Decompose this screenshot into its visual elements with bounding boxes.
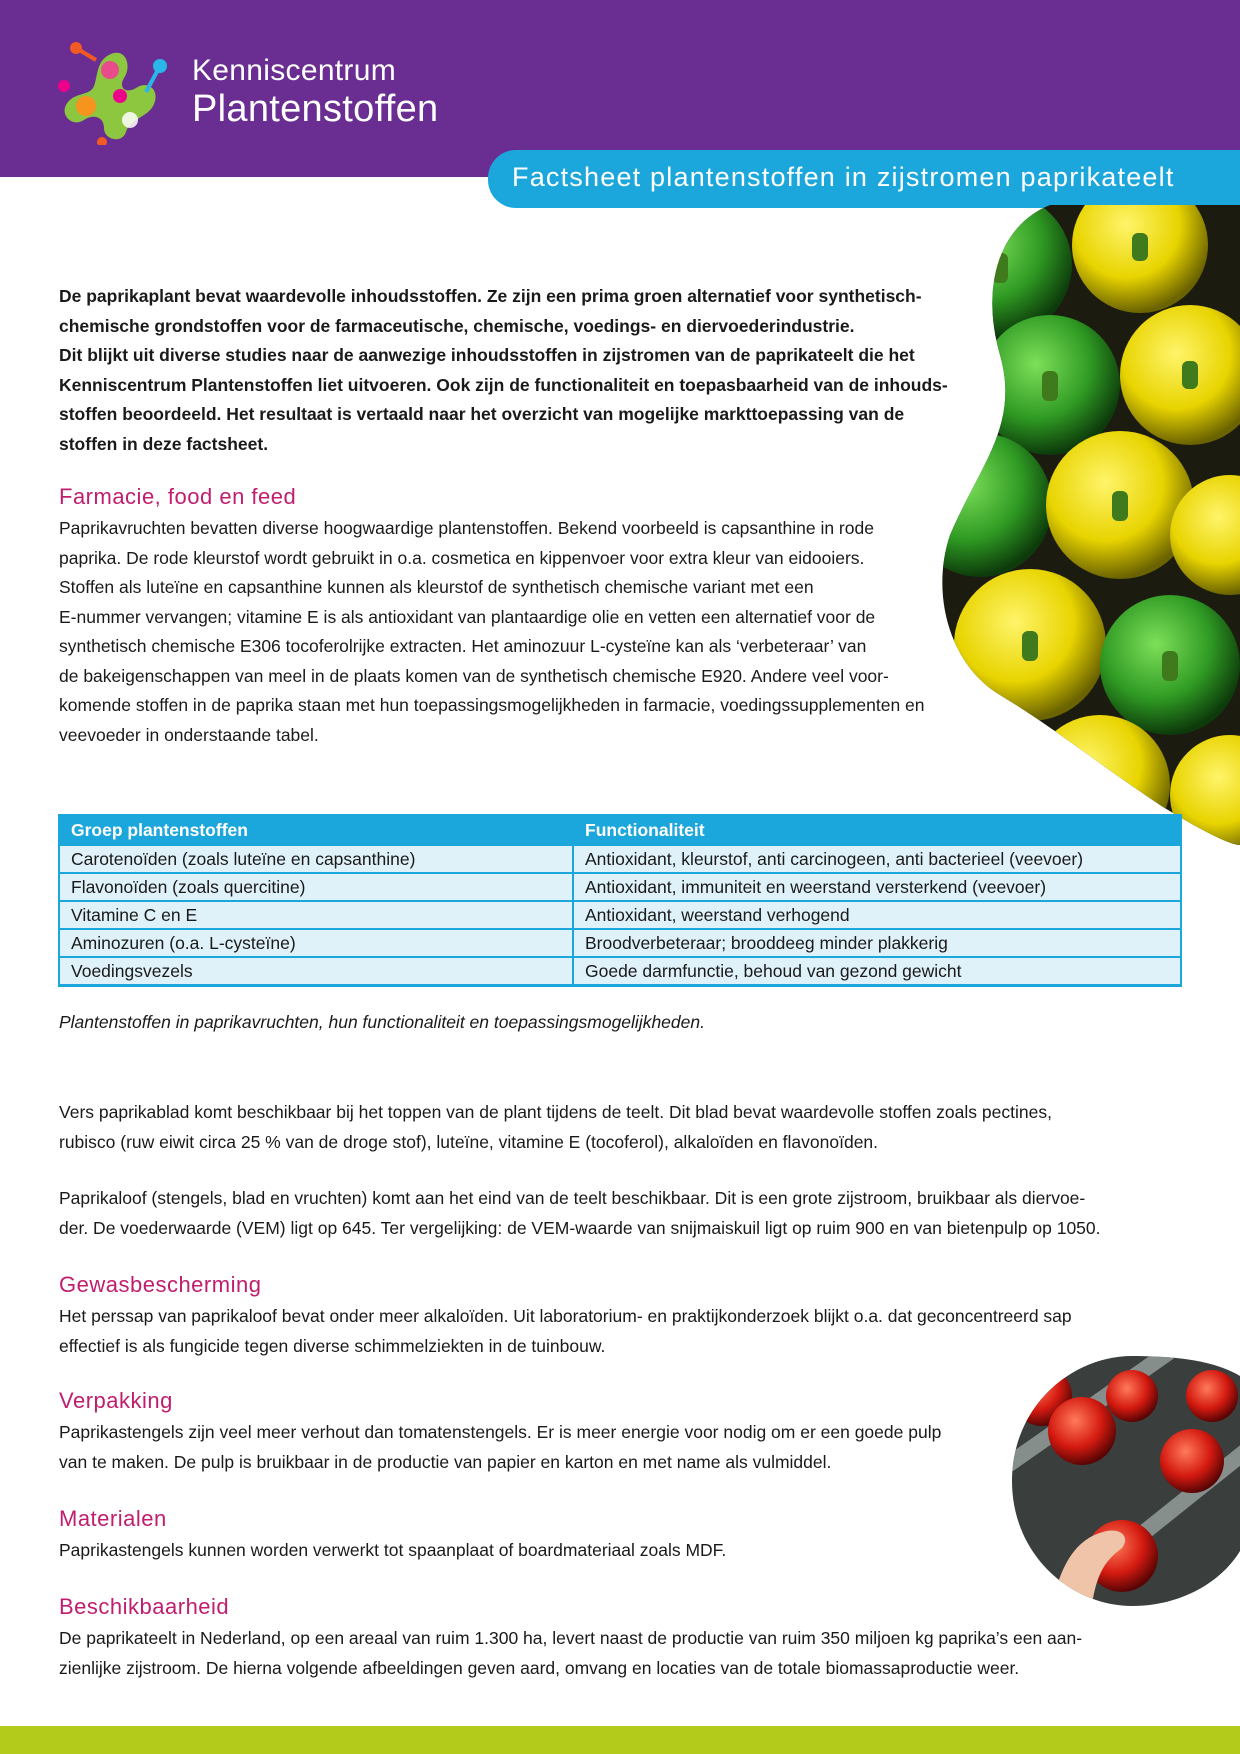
table-cell: Broodverbeteraar; brooddeeg minder plakkerig [573, 929, 1181, 957]
red-peppers-photo [1012, 1356, 1240, 1606]
footer-bar [0, 1726, 1240, 1754]
text-line: Paprikavruchten bevatten diverse hoogwaardige plantenstoffen. Bekend voorbeeld is capsanthine in rode [59, 518, 874, 538]
text-line: Stoffen als luteïne en capsanthine kunnen als kleurstof de synthetisch chemische variant met een [59, 577, 814, 597]
column-header: Groep plantenstoffen [59, 815, 573, 845]
table-cell: Carotenoïden (zoals luteïne en capsanthine) [59, 845, 573, 873]
text-line: Vers paprikablad komt beschikbaar bij het toppen van de plant tijdens de teelt. Dit blad bevat waardevolle stoffen zoals pectines, [59, 1102, 1052, 1122]
text-line: stoffen in deze factsheet. [59, 433, 269, 454]
heading-farmacie: Farmacie, food en feed [59, 484, 297, 509]
brand-line-1: Kenniscentrum [192, 54, 396, 87]
heading-materialen: Materialen [59, 1506, 167, 1531]
column-header: Functionaliteit [573, 815, 1181, 845]
materialen-text [59, 1536, 1159, 1566]
intro-text [59, 282, 1039, 459]
table-row [59, 957, 1181, 986]
text-line: paprika. De rode kleurstof wordt gebruikt in o.a. cosmetica en kippenvoer voor extra kleur van eidooiers. [59, 547, 865, 568]
table-cell: Aminozuren (o.a. L-cysteïne) [59, 929, 573, 957]
text-line: Dit blijkt uit diverse studies naar de aanwezige inhoudsstoffen in zijstromen van de paprikateelt die het [59, 345, 915, 365]
factsheet-title-banner [488, 150, 1240, 208]
text-line: De paprikaplant bevat waardevolle inhoudsstoffen. Ze zijn een prima groen alternatief voor synthetisch- [59, 286, 922, 306]
heading-beschikbaarheid: Beschikbaarheid [59, 1594, 230, 1619]
text-line: van te maken. De pulp is bruikbaar in de productie van papier en karton en met name als vulmiddel. [59, 1451, 832, 1472]
text-line: Paprikastengels zijn veel meer verhout dan tomatenstengels. Er is meer energie voor nodig om er een goede pulp [59, 1422, 942, 1442]
table-row [59, 901, 1181, 929]
table-cell: Voedingsvezels [59, 957, 573, 986]
table-row [59, 929, 1181, 957]
farmacie-text [59, 514, 1159, 750]
verpakking-text [59, 1418, 1159, 1477]
table-cell: Flavonoïden (zoals quercitine) [59, 873, 573, 901]
beschikbaarheid-text [59, 1624, 1159, 1683]
table-caption: Plantenstoffen in paprikavruchten, hun functionaliteit en toepassingsmogelijkheden. [59, 1012, 705, 1032]
text-line: stoffen beoordeeld. Het resultaat is vertaald naar het overzicht van mogelijke markttoepassing van de [59, 404, 905, 424]
table-row [59, 873, 1181, 901]
text-line: veevoeder in onderstaande tabel. [59, 724, 319, 745]
text-line: synthetisch chemische E306 tocoferolrijke extracten. Het aminozuur L-cysteïne kan als ‘verbeteraar’ van [59, 636, 867, 656]
gewas-text [59, 1302, 1159, 1361]
table-cell: Antioxidant, immuniteit en weerstand versterkend (veevoer) [573, 873, 1181, 901]
table-header-row [59, 815, 1181, 845]
brand-line-2: Plantenstoffen [192, 88, 439, 130]
blad-text [59, 1098, 1159, 1157]
text-line: Het perssap van paprikaloof bevat onder meer alkaloïden. Uit laboratorium- en praktijkonderzoek blijkt o.a. dat geconcentreerd sap [59, 1306, 1072, 1326]
heading-verpakking: Verpakking [59, 1388, 173, 1413]
table-cell: Vitamine C en E [59, 901, 573, 929]
text-line: der. De voederwaarde (VEM) ligt op 645. Ter vergelijking: de VEM-waarde van snijmaiskuil ligt op ruim 900 en van bietenpulp op 1050. [59, 1217, 1101, 1238]
table-cell: Goede darmfunctie, behoud van gezond gewicht [573, 957, 1181, 986]
text-line: rubisco (ruw eiwit circa 25 % van de droge stof), luteïne, vitamine E (tocoferol), alkaloïden en flavonoïden. [59, 1131, 879, 1152]
text-line: effectief is als fungicide tegen diverse schimmelziekten in de tuinbouw. [59, 1335, 606, 1356]
brand-name [192, 54, 438, 130]
loof-text [59, 1184, 1159, 1243]
text-line: de bakeigenschappen van meel in de plaats komen van de synthetisch chemische E920. Andere veel voor- [59, 665, 889, 686]
table-cell: Antioxidant, weerstand verhogend [573, 901, 1181, 929]
text-line: zienlijke zijstroom. De hierna volgende afbeeldingen geven aard, omvang en locaties van de totale biomassaproductie weer. [59, 1657, 1020, 1678]
table-cell: Antioxidant, kleurstof, anti carcinogeen, anti bacterieel (veevoer) [573, 845, 1181, 873]
text-line: E-nummer vervangen; vitamine E is als antioxidant van plantaardige olie en vetten een alternatief voor de [59, 606, 876, 627]
table-row [59, 845, 1181, 873]
text-line: komende stoffen in de paprika staan met hun toepassingsmogelijkheden in farmacie, voedingssupplementen en [59, 695, 925, 715]
text-line: Paprikastengels kunnen worden verwerkt tot spaanplaat of boardmateriaal zoals MDF. [59, 1540, 727, 1560]
factsheet-title: Factsheet plantenstoffen in zijstromen paprikateelt [512, 162, 1175, 192]
plantenstoffen-table [58, 814, 1182, 987]
text-line: Paprikaloof (stengels, blad en vruchten) komt aan het eind van de teelt beschikbaar. Dit is een grote zijstroom, bruikbaar als diervoe- [59, 1188, 1086, 1208]
text-line: Kenniscentrum Plantenstoffen liet uitvoeren. Ook zijn de functionaliteit en toepasbaarheid van de inhouds- [59, 374, 948, 395]
text-line: chemische grondstoffen voor de farmaceutische, chemische, voedings- en diervoederindustrie. [59, 315, 855, 336]
text-line: De paprikateelt in Nederland, op een areaal van ruim 1.300 ha, levert naast de productie van ruim 350 miljoen kg paprika’s een aan- [59, 1628, 1083, 1648]
kenniscentrum-logo-icon [56, 40, 186, 145]
heading-gewasbescherming: Gewasbescherming [59, 1272, 262, 1297]
